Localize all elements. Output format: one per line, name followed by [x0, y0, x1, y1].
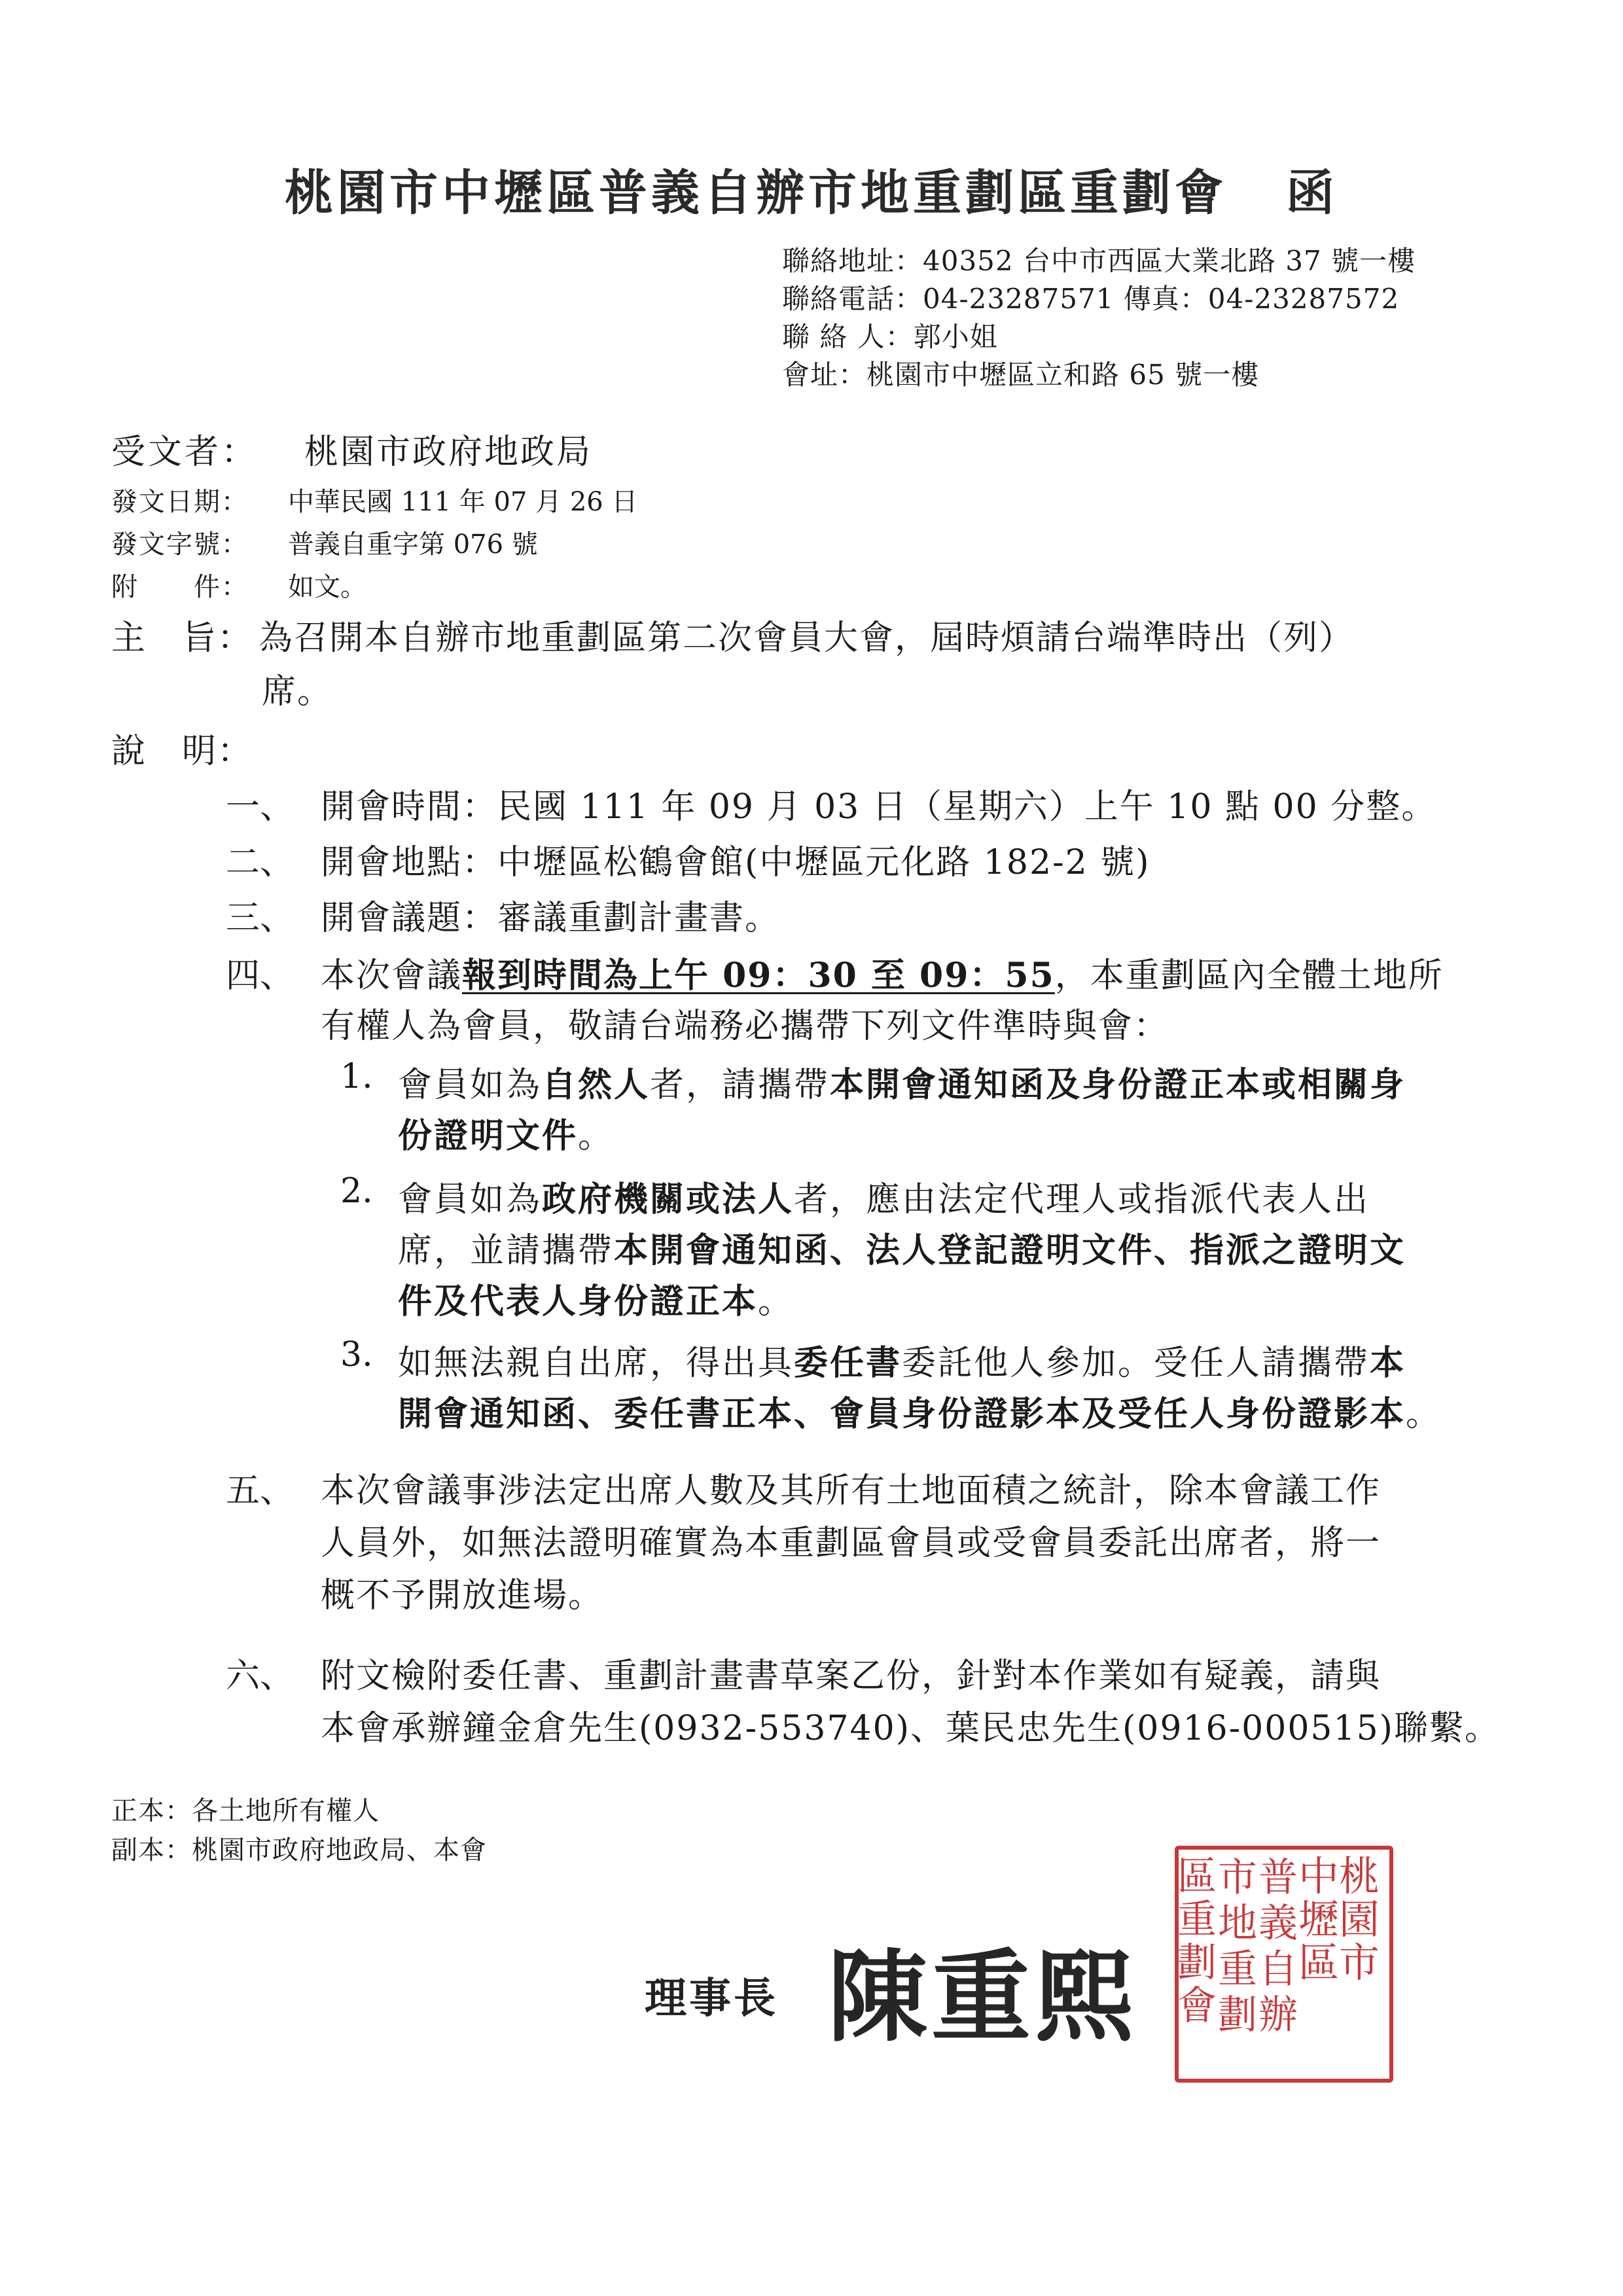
recipient: 桃園市政府地政局	[304, 433, 593, 472]
checkin-time: 報到時間為上午 09：30 至 09：55	[462, 956, 1055, 996]
checkin-pre: 本次會議	[321, 956, 463, 996]
reference-number: 普義自重字第 076 號	[288, 529, 538, 560]
text-bold: 政府機關或法人	[542, 1179, 794, 1219]
sub-item-number: 1.	[340, 1057, 373, 1096]
seal-column: 普義自辦	[1258, 1855, 1298, 2038]
text-bold: 開會通知函、委任書正本、會員身份證影本及受任人身份證影本	[398, 1394, 1406, 1434]
original-copy: 正本：各土地所有權人	[111, 1796, 380, 1826]
seal-column: 中壢區	[1298, 1852, 1339, 1986]
document-title	[0, 154, 1623, 224]
text-bold: 本開會通知函及身份證正本或相關身	[830, 1065, 1406, 1105]
subject-line-1: 為召開本自辦市地重劃區第二次會員大會，屆時煩請台端準時出（列）	[259, 619, 1355, 658]
item-number: 二、	[226, 843, 294, 882]
item-number: 一、	[226, 787, 294, 827]
text: 者，請攜帶	[650, 1066, 830, 1105]
subject-label: 主 旨：	[111, 619, 253, 658]
sub-item-natural-person	[398, 1057, 1406, 1106]
explanation-label: 說 明：	[111, 732, 253, 771]
admission-notice-line-2: 人員外，如無法證明確實為本重劃區會員或受會員委託出席者，將一	[321, 1524, 1382, 1563]
sub-item-number: 3.	[340, 1335, 373, 1374]
admission-notice-line-1: 本次會議事涉法定出席人數及其所有土地面積之統計，除本會議工作	[321, 1471, 1382, 1511]
sub-item-proxy	[398, 1335, 1406, 1384]
text: 。	[1406, 1395, 1442, 1434]
admission-notice-line-3: 概不予開放進場。	[321, 1576, 604, 1615]
duplicate-copy: 副本：桃園市政府地政局、本會	[111, 1835, 487, 1865]
ref-label: 發文字號：	[111, 529, 249, 560]
sub-item-number: 2.	[340, 1172, 373, 1211]
attachment-label: 附 件：	[111, 572, 249, 602]
item-number: 四、	[226, 956, 294, 996]
chair-signature-stamp: 陳重熙	[828, 1938, 1138, 2055]
contact-notice-line-1: 附文檢附委任書、重劃計畫書草案乙份，針對本作業如有疑義，請與	[321, 1657, 1382, 1696]
text: 會員如為	[398, 1180, 543, 1219]
text: 。	[758, 1282, 794, 1321]
office-address: 會址：桃園市中壢區立和路 65 號一樓	[782, 359, 1260, 391]
sub-item-proxy-line-2	[398, 1386, 1442, 1435]
org-name: 桃園市中壢區普義自辦市地重劃區重劃會	[285, 165, 1227, 221]
text-bold: 份證明文件	[398, 1116, 579, 1156]
sub-item-legal-person	[398, 1172, 1370, 1221]
item-number: 五、	[226, 1471, 294, 1511]
text: 如無法親自出席，得出具	[398, 1344, 794, 1383]
sub-item-legal-person-line-2	[398, 1223, 1406, 1272]
seal-column: 區重劃會	[1177, 1854, 1217, 2029]
contact-phone: 聯絡電話：04-23287571 傳真：04-23287572	[782, 283, 1400, 315]
text-bold: 本開會通知函、法人登記證明文件、指派之證明文	[614, 1230, 1406, 1270]
text-bold: 委任書	[794, 1343, 902, 1383]
text-bold: 件及代表人身份證正本	[398, 1282, 758, 1321]
checkin-notice-line-2: 有權人為會員，敬請台端務必攜帶下列文件準時與會：	[321, 1007, 1169, 1046]
text: 席，並請攜帶	[398, 1231, 615, 1270]
seal-column: 市地重劃	[1218, 1855, 1257, 2038]
meeting-location: 開會地點：中壢區松鶴會館(中壢區元化路 182-2 號)	[321, 843, 1150, 882]
meeting-time: 開會時間：民國 111 年 09 月 03 日（星期六）上午 10 點 00 分整。	[321, 787, 1437, 827]
meeting-agenda: 開會議題：審議重劃計畫書。	[321, 899, 781, 938]
seal-column: 桃園市	[1338, 1852, 1380, 1986]
contact-person: 聯 絡 人：郭小姐	[782, 321, 998, 353]
sub-item-natural-person-line-2	[398, 1108, 614, 1157]
text-bold: 本	[1370, 1343, 1406, 1383]
item-number: 六、	[226, 1657, 294, 1696]
contact-notice-line-2: 本會承辦鐘金倉先生(0932-553740)、葉民忠先生(0916-000515)聯繫。	[321, 1709, 1500, 1748]
text: 委託他人參加。受任人請攜帶	[902, 1344, 1370, 1383]
text: 者，應由法定代理人或指派代表人出	[794, 1180, 1370, 1219]
text: 會員如為	[398, 1066, 543, 1105]
attachment: 如文。	[288, 572, 366, 602]
recipient-label: 受文者：	[111, 433, 259, 472]
contact-address: 聯絡地址：40352 台中市西區大業北路 37 號一樓	[782, 245, 1416, 277]
item-number: 三、	[226, 899, 294, 938]
issue-date: 中華民國 111 年 07 月 26 日	[288, 487, 638, 517]
doc-type: 函	[1286, 165, 1338, 221]
chair-title: 理事長	[645, 1974, 778, 2023]
sub-item-legal-person-line-3	[398, 1274, 794, 1323]
subject-line-2: 席。	[262, 672, 333, 711]
organization-seal	[1175, 1846, 1391, 2081]
text-bold: 自然人	[542, 1065, 651, 1105]
text: 。	[578, 1117, 615, 1156]
date-label: 發文日期：	[111, 487, 249, 517]
checkin-post: ，本重劃區內全體土地所	[1054, 956, 1444, 996]
checkin-notice	[321, 948, 1444, 997]
